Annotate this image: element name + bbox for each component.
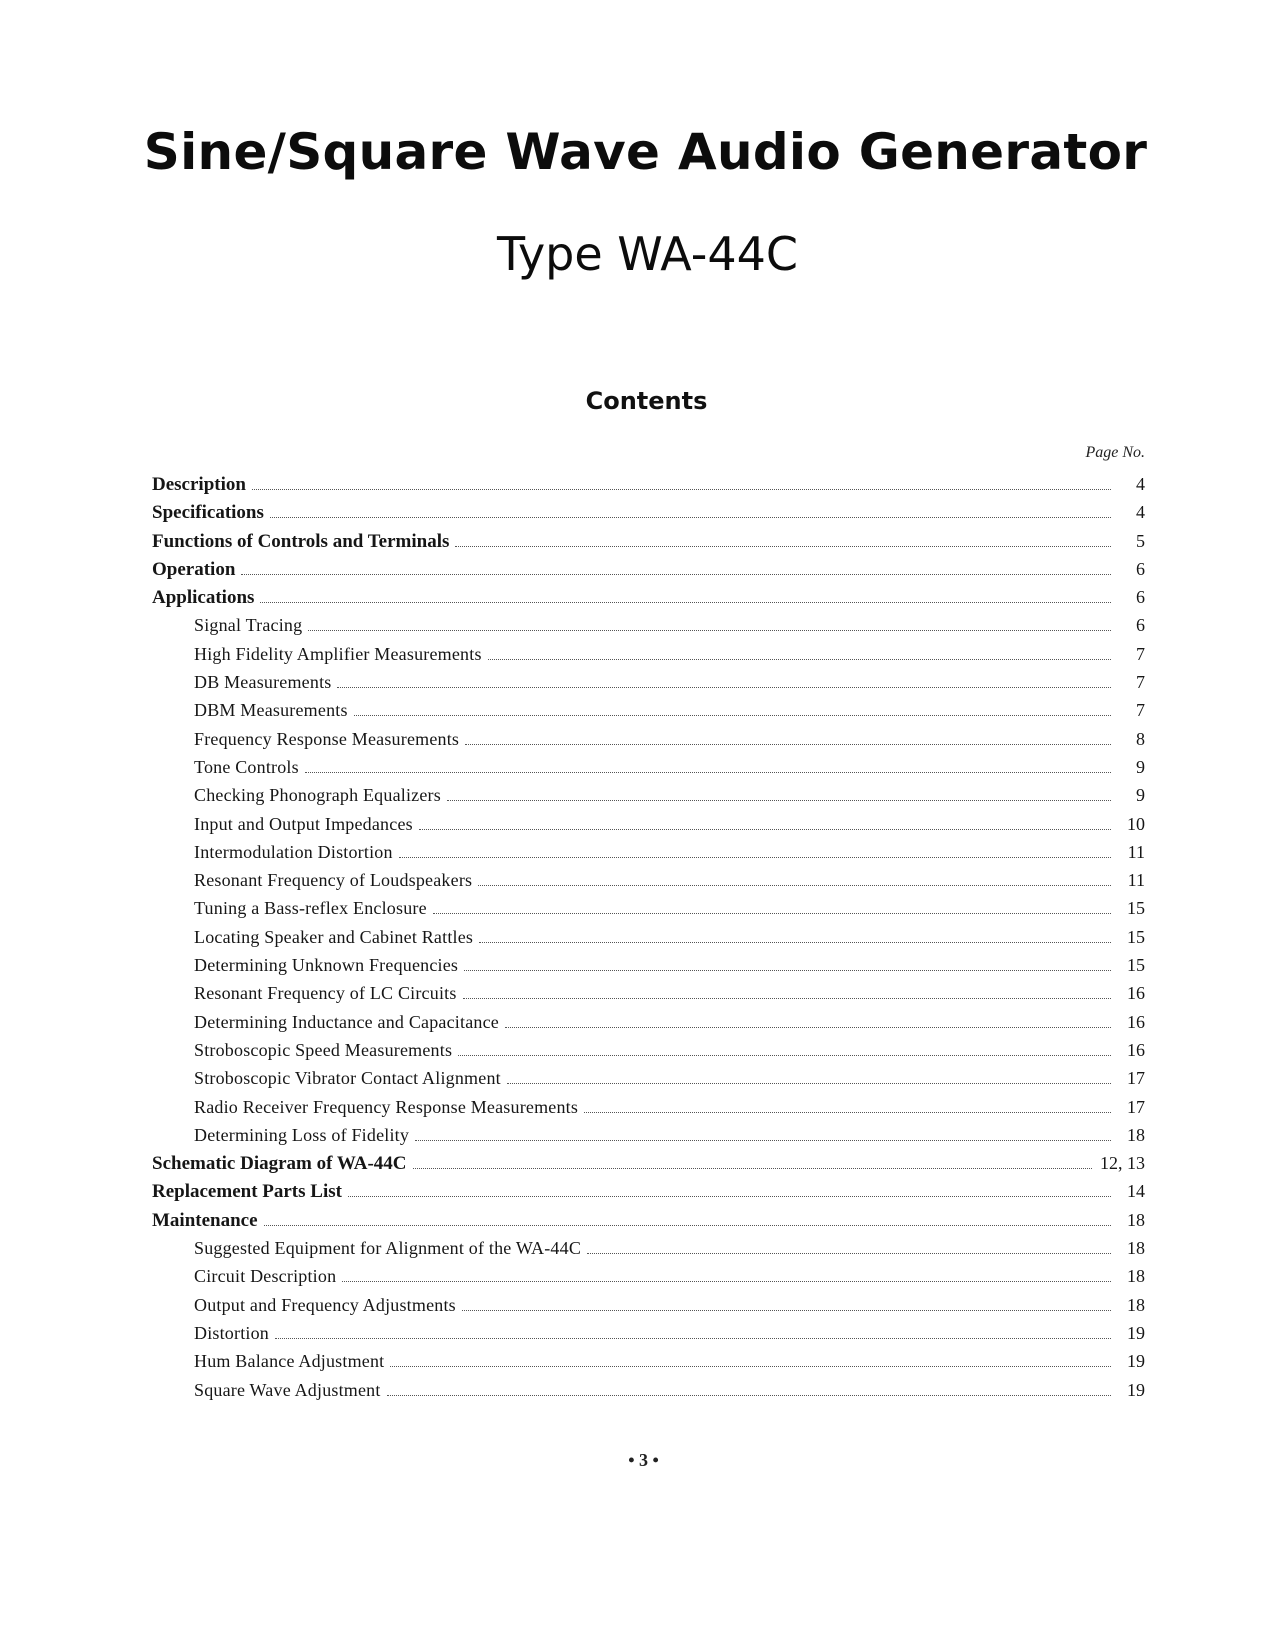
toc-entry-page-number: 7 [1136,672,1145,693]
toc-entry-title: Circuit Description [194,1266,337,1287]
toc-entry [152,531,1145,559]
toc-entry-page-number: 7 [1136,700,1145,721]
dot-leader [419,829,1111,830]
toc-entry-title: Hum Balance Adjustment [194,1351,385,1372]
toc-entry-title: Radio Receiver Frequency Response Measurements [194,1096,579,1117]
dot-leader [308,630,1111,631]
toc-entry-title: Tone Controls [194,756,299,777]
dot-leader [252,489,1111,490]
dot-leader [399,857,1111,858]
toc-entry-title: Signal Tracing [194,615,303,636]
toc-entry-page-number: 16 [1127,983,1145,1004]
dot-leader [464,970,1111,971]
dot-leader [433,913,1111,914]
toc-entry-page-number: 8 [1136,728,1145,749]
toc-entry-title: Square Wave Adjustment [194,1379,381,1400]
dot-leader [488,659,1111,660]
toc-entry-page-number: 16 [1127,1011,1145,1032]
toc-entry [152,729,1145,757]
toc-entry [152,1351,1145,1379]
toc-entry-page-number: 9 [1136,756,1145,777]
toc-entry [152,1210,1145,1238]
dot-leader [465,744,1111,745]
toc-entry-page-number: 19 [1127,1379,1145,1400]
toc-entry-page-number: 18 [1127,1124,1145,1145]
page-no-column-label: Page No. [1085,444,1145,461]
toc-entry-page-number: 11 [1127,870,1145,891]
toc-entry-title: Determining Loss of Fidelity [194,1124,410,1145]
toc-entry-title: Tuning a Bass-reflex Enclosure [194,898,427,919]
dot-leader [447,800,1111,801]
toc-entry-page-number: 15 [1127,955,1145,976]
dot-leader [241,574,1111,575]
toc-entry-page-number: 18 [1127,1294,1145,1315]
dot-leader [387,1395,1111,1396]
toc-entry [152,1068,1145,1096]
dot-leader [584,1112,1111,1113]
dot-leader [260,602,1111,603]
toc-entry [152,1238,1145,1266]
dot-leader [390,1366,1111,1367]
toc-entry-page-number: 15 [1127,926,1145,947]
toc-entry-page-number: 16 [1127,1039,1145,1060]
dot-leader [479,942,1111,943]
toc-entry [152,1012,1145,1040]
toc-entry-title: Determining Inductance and Capacitance [194,1011,499,1032]
toc-entry-page-number: 18 [1127,1266,1145,1287]
contents-heading: Contents [585,387,708,415]
toc-entry-title: Frequency Response Measurements [194,728,460,749]
dot-leader [337,687,1111,688]
toc-entry [152,1181,1145,1209]
toc-entry-title: Description [152,474,246,495]
toc-entry-title: Applications [152,587,255,609]
toc-entry-title: Schematic Diagram of WA-44C [152,1153,407,1175]
toc-entry-title: Specifications [152,502,264,524]
toc-entry [152,785,1145,813]
dot-leader [458,1055,1111,1056]
toc-entry [152,927,1145,955]
toc-entry-title: Resonant Frequency of Loudspeakers [194,870,473,891]
toc-entry-page-number: 14 [1127,1181,1145,1202]
table-of-contents [152,474,1145,1408]
document-subtitle: Type WA-44C [497,227,798,281]
toc-entry-title: Output and Frequency Adjustments [194,1294,456,1315]
dot-leader [507,1083,1111,1084]
toc-entry [152,700,1145,728]
toc-entry-title: Input and Output Impedances [194,813,413,834]
toc-entry-title: Maintenance [152,1209,258,1231]
toc-entry [152,955,1145,983]
dot-leader [415,1140,1111,1141]
toc-entry-title: Locating Speaker and Cabinet Rattles [194,926,474,947]
toc-entry-page-number: 9 [1136,785,1145,806]
dot-leader [413,1168,1092,1169]
toc-entry-title: Operation [152,558,236,580]
toc-entry-page-number: 17 [1127,1096,1145,1117]
dot-leader [463,998,1111,999]
toc-entry-page-number: 7 [1136,643,1145,664]
toc-entry-title: Replacement Parts List [152,1181,342,1203]
toc-entry [152,1097,1145,1125]
dot-leader [270,517,1111,518]
toc-entry-page-number: 4 [1136,474,1145,494]
toc-entry [152,587,1145,615]
toc-entry [152,814,1145,842]
dot-leader [275,1338,1111,1339]
toc-entry [152,757,1145,785]
dot-leader [354,715,1111,716]
dot-leader [478,885,1111,886]
toc-entry-page-number: 6 [1136,615,1145,636]
toc-entry [152,1266,1145,1294]
toc-entry [152,474,1145,502]
toc-entry [152,898,1145,926]
toc-entry-page-number: 18 [1127,1238,1145,1259]
toc-entry-page-number: 18 [1127,1209,1145,1230]
dot-leader [348,1196,1111,1197]
toc-entry-title: Checking Phonograph Equalizers [194,785,441,806]
toc-entry-title: High Fidelity Amplifier Measurements [194,643,482,664]
toc-entry [152,1380,1145,1408]
toc-entry-title: Distortion [194,1322,270,1343]
toc-entry [152,559,1145,587]
toc-entry [152,1040,1145,1068]
toc-entry-page-number: 17 [1127,1068,1145,1089]
toc-entry [152,1295,1145,1323]
toc-entry-title: Stroboscopic Speed Measurements [194,1039,453,1060]
dot-leader [587,1253,1111,1254]
toc-entry-title: Resonant Frequency of LC Circuits [194,983,457,1004]
toc-entry-title: Suggested Equipment for Alignment of the WA-44C [194,1238,582,1259]
toc-entry [152,1323,1145,1351]
toc-entry-title: Intermodulation Distortion [194,841,393,862]
toc-entry [152,842,1145,870]
toc-entry-page-number: 6 [1136,587,1145,608]
toc-entry-page-number: 5 [1136,530,1145,551]
toc-entry [152,672,1145,700]
toc-entry-title: DB Measurements [194,672,332,693]
toc-entry-page-number: 6 [1136,558,1145,579]
page-number-footer: • 3 • [628,1450,659,1470]
document-title: Sine/Square Wave Audio Generator [143,123,1148,181]
dot-leader [342,1281,1111,1282]
toc-entry-page-number: 12, 13 [1100,1153,1145,1174]
dot-leader [264,1225,1111,1226]
toc-entry-page-number: 19 [1127,1322,1145,1343]
toc-entry [152,983,1145,1011]
toc-entry-page-number: 11 [1127,841,1145,862]
dot-leader [505,1027,1111,1028]
toc-entry [152,870,1145,898]
toc-entry-title: Determining Unknown Frequencies [194,955,459,976]
toc-entry-page-number: 19 [1127,1351,1145,1372]
toc-entry-title: Stroboscopic Vibrator Contact Alignment [194,1068,501,1089]
toc-entry-page-number: 10 [1127,813,1145,834]
dot-leader [455,546,1111,547]
toc-entry [152,502,1145,530]
dot-leader [462,1310,1111,1311]
toc-entry [152,1153,1145,1181]
dot-leader [305,772,1111,773]
toc-entry [152,1125,1145,1153]
toc-entry-page-number: 4 [1136,502,1145,523]
toc-entry-title: Functions of Controls and Terminals [152,530,450,552]
toc-entry-title: DBM Measurements [194,700,348,721]
toc-entry-page-number: 15 [1127,898,1145,919]
toc-entry [152,615,1145,643]
toc-entry [152,644,1145,672]
